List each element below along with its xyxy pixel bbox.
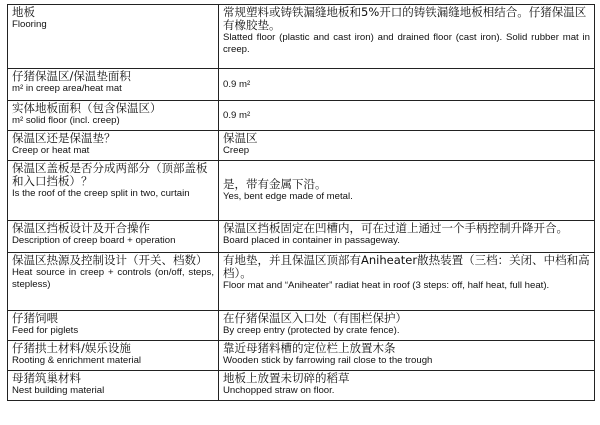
row-label-cell	[8, 341, 219, 371]
table-row	[8, 341, 595, 371]
row-value-cell	[219, 341, 595, 371]
table-row	[8, 311, 595, 341]
row-value-zh: 是，带有金属下沿。	[223, 177, 327, 192]
row-value-cell	[219, 101, 595, 131]
row-value-cell	[219, 161, 595, 221]
row-value-en: Floor mat and “Aniheater” radiat heat in roof (3 steps: off, half heat, full heat).	[223, 280, 550, 291]
flooring-specification-table	[7, 4, 595, 401]
row-label-en: Rooting & enrichment material	[12, 355, 142, 366]
row-label-cell	[8, 101, 219, 131]
row-label-en: m² in creep area/heat mat	[12, 83, 122, 94]
table-row	[8, 69, 595, 101]
row-label-cell	[8, 221, 219, 253]
row-label-en: Heat source in creep + controls (on/off, steps, stepless)	[12, 267, 214, 290]
row-value-zh: 保温区挡板固定在凹槽内，可在过道上通过一个手柄控制升降开合。	[223, 221, 568, 235]
row-label-cell	[8, 311, 219, 341]
row-label-cell	[8, 253, 219, 311]
table-row	[8, 253, 595, 311]
table-row	[8, 101, 595, 131]
row-label-cell	[8, 5, 219, 69]
row-value-cell	[219, 131, 595, 161]
row-value-zh: 在仔猪保温区入口处（有围栏保护）	[223, 311, 407, 325]
row-label-cell	[8, 131, 219, 161]
row-label-zh: 仔猪保温区/保温垫面积	[12, 69, 131, 83]
row-value-cell	[219, 311, 595, 341]
row-value-en: 0.9 m²	[223, 78, 251, 90]
row-label-zh: 母猪筑巢材料	[12, 371, 81, 385]
row-value-en: Board placed in container in passageway.	[223, 235, 400, 246]
row-label-en: Nest building material	[12, 385, 105, 396]
row-label-zh: 保温区热源及控制设计（开关、档数）	[12, 253, 208, 267]
row-label-en: Creep or heat mat	[12, 145, 90, 156]
row-label-cell	[8, 69, 219, 101]
row-value-zh: 常规塑料或铸铁漏缝地板和5%开口的铸铁漏缝地板相结合。仔猪保温区有橡胶垫。	[223, 5, 587, 32]
row-value-en: Creep	[223, 145, 250, 156]
row-label-en: m² solid floor (incl. creep)	[12, 115, 120, 126]
row-label-zh: 保温区还是保温垫？	[12, 131, 116, 145]
row-value-cell	[219, 69, 595, 101]
row-value-en: Yes, bent edge made of metal.	[223, 191, 353, 203]
row-value-en: By creep entry (protected by crate fence).	[223, 325, 400, 336]
row-label-en: Is the roof of the creep split in two, curtain	[12, 188, 190, 199]
table-row	[8, 221, 595, 253]
row-label-zh: 地板	[12, 5, 35, 19]
row-label-cell	[8, 371, 219, 401]
row-value-cell	[219, 221, 595, 253]
row-label-en: Description of creep board + operation	[12, 235, 176, 246]
row-value-cell	[219, 371, 595, 401]
table-row	[8, 5, 595, 69]
row-label-zh: 保温区挡板设计及开合操作	[12, 221, 150, 235]
row-label-en: Feed for piglets	[12, 325, 79, 336]
row-label-zh: 仔猪饲喂	[12, 311, 58, 325]
table-row	[8, 371, 595, 401]
row-label-zh: 实体地板面积（包含保温区）	[12, 101, 162, 115]
table-row	[8, 161, 595, 221]
row-value-zh: 保温区	[223, 131, 258, 145]
row-value-en: Slatted floor (plastic and cast iron) and drained floor (cast iron). Solid rubber mat in creep.	[223, 32, 590, 55]
row-value-zh: 地板上放置未切碎的稻草	[223, 371, 350, 385]
row-value-zh: 靠近母猪料槽的定位栏上放置木条	[223, 341, 396, 355]
row-value-zh: 有地垫，并且保温区顶部有Aniheater散热装置（三档：关闭、中档和高档）。	[223, 253, 590, 280]
row-label-en: Flooring	[12, 19, 47, 30]
row-value-en: Wooden stick by farrowing rail close to the trough	[223, 355, 433, 366]
row-label-cell	[8, 161, 219, 221]
table-row	[8, 131, 595, 161]
row-label-zh: 保温区盖板是否分成两部分（顶部盖板和入口挡板）？	[12, 161, 208, 188]
row-value-cell	[219, 5, 595, 69]
row-value-en: 0.9 m²	[223, 109, 251, 121]
row-label-zh: 仔猪拱土材料/娱乐设施	[12, 341, 131, 355]
row-value-cell	[219, 253, 595, 311]
flooring-table-container	[7, 4, 594, 401]
row-value-en: Unchopped straw on floor.	[223, 385, 335, 396]
